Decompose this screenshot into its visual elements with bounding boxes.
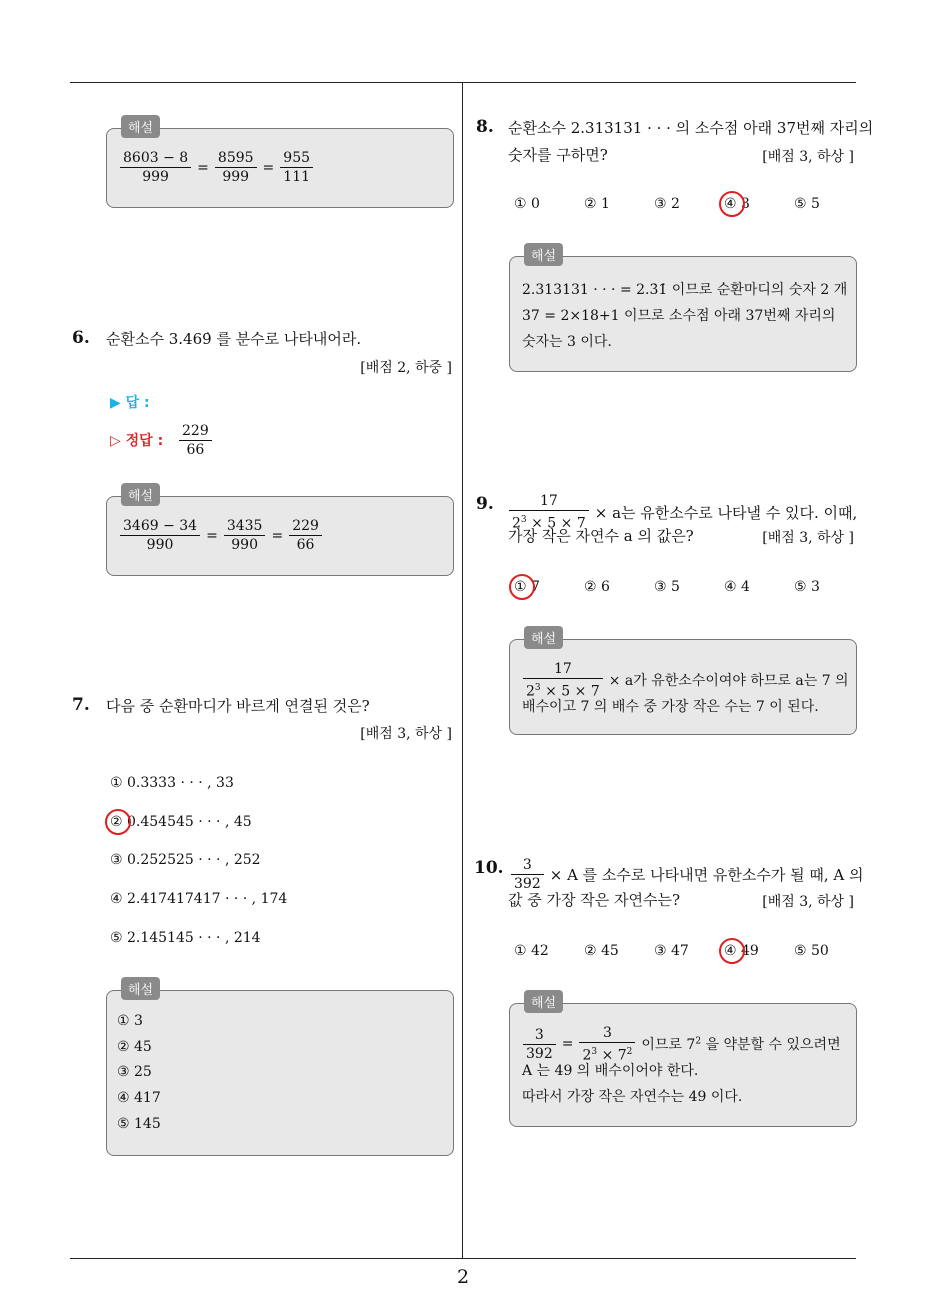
fraction: $\frac{3435}{990}$ — [224, 517, 266, 554]
choice-10-4[interactable]: ④ 49 — [724, 943, 759, 959]
score-7: [배점 3, 하상 ] — [360, 726, 452, 742]
choice-8-3[interactable]: ③ 2 — [654, 196, 680, 212]
solution-line: 배수이고 7 의 배수 중 가장 작은 수는 7 이 된다. — [522, 699, 819, 715]
solution-box-6: 해설 $\frac{3469 - 34}{990}$ = $\frac{3435}{990}$ = $\frac{229}{66}$ — [106, 496, 454, 576]
solution-line: ① 3 — [117, 1013, 143, 1029]
choice-10-2[interactable]: ② 45 — [584, 943, 619, 959]
fraction: $\frac{3469 - 34}{990}$ — [120, 517, 200, 554]
solution-line: $\frac{3}{392}$ = $\frac{3}{2^3 \times 7^2}$ 이므로 $7^2$ 을 약분할 수 있으려면 — [520, 1024, 844, 1065]
choice-9-2[interactable]: ② 6 — [584, 579, 610, 595]
solution-tag: 해설 — [121, 483, 160, 506]
choice-7-5[interactable]: ⑤ 2.145145 · · · , 214 — [110, 930, 261, 946]
question-text-6: 순환소수 3.469̇ 를 분수로 나타내어라. — [106, 330, 362, 348]
fraction: $\frac{17}{2^3 \times 5 \times 7}$ — [523, 660, 603, 701]
question-text-9-line2: 가장 작은 자연수 a 의 값은? — [508, 527, 694, 545]
solution-line: ④ 417 — [117, 1090, 161, 1106]
question-text-9-line1: $\frac{17}{2^3 \times 5 \times 7}$ × a는 유한소수로 나타낼 수 있다. 이때, — [506, 492, 860, 533]
solution-box-9 — [509, 632, 857, 735]
solution-box-10 — [509, 996, 857, 1127]
solution-tag: 해설 — [121, 115, 160, 138]
score-9: [배점 3, 하상 ] — [762, 530, 854, 546]
solution-line: A 는 49 의 배수이어야 한다. — [522, 1063, 699, 1079]
solution-tag: 해설 — [524, 990, 563, 1013]
bottom-rule — [70, 1258, 856, 1259]
solution-line: 2.313131 · · · = 2.3̇1̇ 이므로 순환마디의 숫자 2 개 — [522, 282, 848, 298]
choice-8-2[interactable]: ② 1 — [584, 196, 610, 212]
question-number-9: 9. — [476, 494, 494, 514]
solution-line: $\frac{17}{2^3 \times 5 \times 7}$ × a가 유한소수이여야 하므로 a는 7 의 — [520, 660, 852, 701]
question-text-10-line1: $\frac{3}{392}$ × A 를 소수로 나타내면 유한소수가 될 때, A 의 — [508, 856, 867, 893]
column-divider — [462, 82, 463, 1258]
choice-9-3[interactable]: ③ 5 — [654, 579, 680, 595]
question-text-8-line2: 숫자를 구하면? — [508, 146, 608, 164]
solution-line: ⑤ 145 — [117, 1116, 161, 1132]
solution-line: 37 = 2×18+1 이므로 소수점 아래 37번째 자리의 — [522, 308, 836, 324]
question-text-8-line1: 순환소수 2.313131 · · · 의 소수점 아래 37번째 자리의 — [508, 119, 874, 137]
choice-8-4[interactable]: ④ 3 — [724, 196, 750, 212]
score-6: [배점 2, 하중 ] — [360, 360, 452, 376]
choice-7-4[interactable]: ④ 2.417417417 · · · , 174 — [110, 891, 288, 907]
choice-9-1[interactable]: ① 7 — [514, 579, 540, 595]
choice-10-5[interactable]: ⑤ 50 — [794, 943, 829, 959]
question-number-8: 8. — [476, 117, 494, 137]
fraction: $\frac{8603 - 8}{999}$ — [120, 149, 191, 186]
top-rule — [70, 82, 856, 83]
solution-box-7 — [106, 983, 454, 1156]
solution-tag: 해설 — [121, 977, 160, 1000]
choice-7-2[interactable]: ② 0.454545 · · · , 45 — [110, 814, 252, 830]
fraction: $\frac{3}{2^3 \times 7^2}$ — [579, 1024, 635, 1065]
fraction: $\frac{229}{66}$ — [289, 517, 322, 554]
score-8: [배점 3, 하상 ] — [762, 149, 854, 165]
correct-answer-label: ▷ 정답 : — [110, 433, 164, 449]
selected-mark-circle — [509, 574, 535, 600]
question-number-6: 6. — [72, 328, 90, 348]
choice-8-5[interactable]: ⑤ 5 — [794, 196, 820, 212]
choice-9-4[interactable]: ④ 4 — [724, 579, 750, 595]
fraction: $\frac{955}{111}$ — [280, 149, 313, 186]
question-text-10-line2: 값 중 가장 작은 자연수는? — [508, 891, 681, 909]
question-text-7: 다음 중 순환마디가 바르게 연결된 것은? — [106, 697, 370, 715]
fraction: $\frac{3}{392}$ — [523, 1026, 556, 1063]
fraction: $\frac{17}{2^3 \times 5 \times 7}$ — [509, 492, 589, 533]
page-number: 2 — [456, 1266, 470, 1288]
solution-tag: 해설 — [524, 626, 563, 649]
choice-7-1[interactable]: ① 0.3333 · · · , 33 — [110, 775, 234, 791]
selected-mark-circle — [105, 809, 131, 835]
choice-8-1[interactable]: ① 0 — [514, 196, 540, 212]
fraction: $\frac{3}{392}$ — [511, 856, 544, 893]
solution-box-8 — [509, 249, 857, 372]
solution-line: ② 45 — [117, 1039, 152, 1055]
question-number-7: 7. — [72, 695, 90, 715]
solution-line: ③ 25 — [117, 1064, 152, 1080]
fraction: $\frac{8595}{999}$ — [215, 149, 257, 186]
answer-label: ▶ 답 : — [110, 395, 150, 411]
choice-7-3[interactable]: ③ 0.252525 · · · , 252 — [110, 852, 261, 868]
score-10: [배점 3, 하상 ] — [762, 894, 854, 910]
solution-line: 따라서 가장 작은 자연수는 49 이다. — [522, 1089, 743, 1105]
solution-box-5: 해설 $\frac{8603 - 8}{999}$ = $\frac{8595}{999}$ = $\frac{955}{111}$ — [106, 128, 454, 208]
correct-answer-fraction: $\frac{229}{66}$ — [179, 422, 212, 459]
solution-line: 숫자는 3 이다. — [522, 334, 612, 350]
selected-mark-circle — [719, 938, 745, 964]
selected-mark-circle — [719, 191, 745, 217]
solution-tag: 해설 — [524, 243, 563, 266]
choice-9-5[interactable]: ⑤ 3 — [794, 579, 820, 595]
choice-10-1[interactable]: ① 42 — [514, 943, 549, 959]
question-number-10: 10. — [474, 858, 504, 878]
choice-10-3[interactable]: ③ 47 — [654, 943, 689, 959]
